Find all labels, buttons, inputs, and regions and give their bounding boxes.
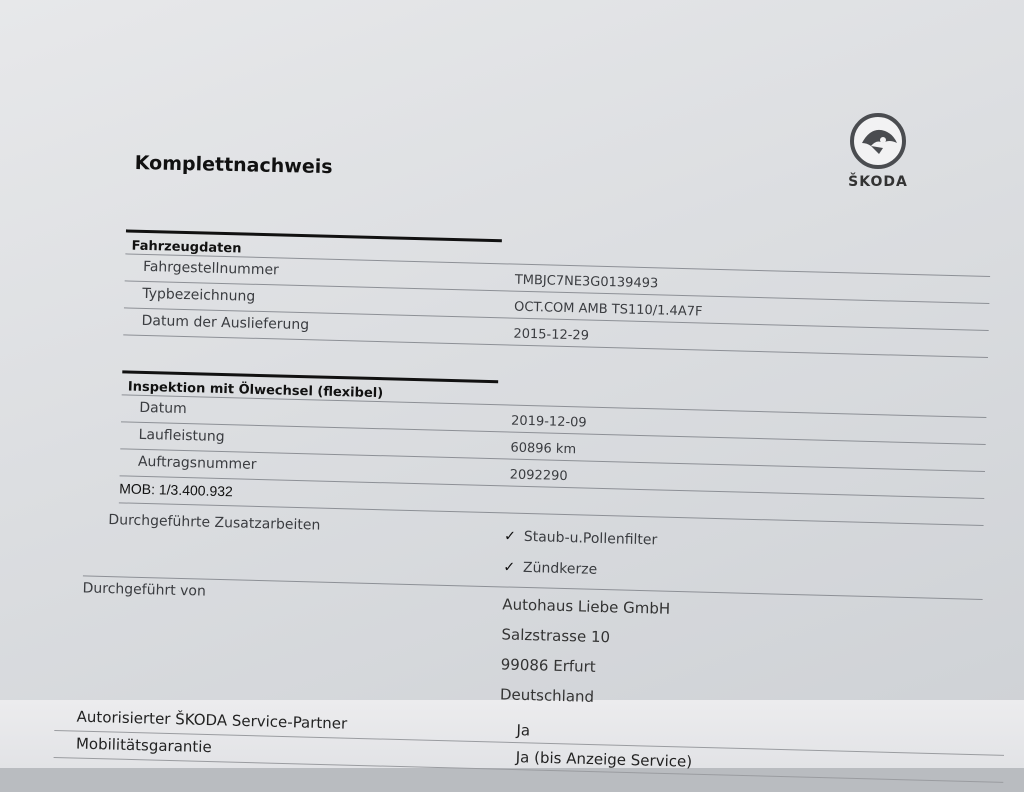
performed-by-label: Durchgeführt von [82,580,207,600]
extra-work-label: Durchgeführte Zusatzarbeiten [108,512,321,534]
inspection-heading: Inspektion mit Ölwechsel (flexibel) [122,370,498,404]
mob-label: MOB: 1/3.400.932 [119,480,234,500]
vehicle-data-heading: Fahrzeugdaten [125,229,501,263]
vehicle-data-section [123,229,990,358]
row-value: Ja [516,721,531,740]
address-line: 99086 Erfurt [500,655,596,676]
address-line: Autohaus Liebe GmbH [502,595,671,618]
performed-by-row [80,576,983,730]
row-label: Datum [139,399,187,418]
row-label: Fahrgestellnummer [142,258,280,279]
address-line: Salzstrasse 10 [501,625,611,647]
row-value: 2015-12-29 [513,326,590,344]
row-value: 60896 km [510,440,577,458]
checkmark-icon: ✓ [503,559,516,576]
checkmark-icon: ✓ [503,528,517,545]
row-label: Laufleistung [138,426,225,446]
row-value: TMBJC7NE3G0139493 [514,272,659,292]
row-value: 2092290 [509,467,568,485]
brand-wordmark: ŠKODA [848,174,908,190]
row-label: Mobilitätsgarantie [75,734,212,757]
address-line: Deutschland [499,685,595,706]
row-label: Autorisierter ŠKODA Service-Partner [76,707,348,733]
dealer-address [499,587,982,728]
extra-work-item: Zündkerze [522,559,598,578]
extra-work-section [80,507,985,729]
row-value: Ja (bis Anzeige Service) [515,748,693,771]
row-label: Auftragsnummer [137,453,257,473]
document-title: Komplettnachweis [134,152,333,179]
row-label: Datum der Auslieferung [141,312,310,334]
extra-work-item: Staub-u.Pollenfilter [523,528,658,549]
inspection-section [119,370,987,526]
row-value: OCT.COM AMB TS110/1.4A7F [513,299,703,320]
row-value: 2019-12-09 [510,413,587,431]
row-label: Typbezeichnung [142,285,256,305]
